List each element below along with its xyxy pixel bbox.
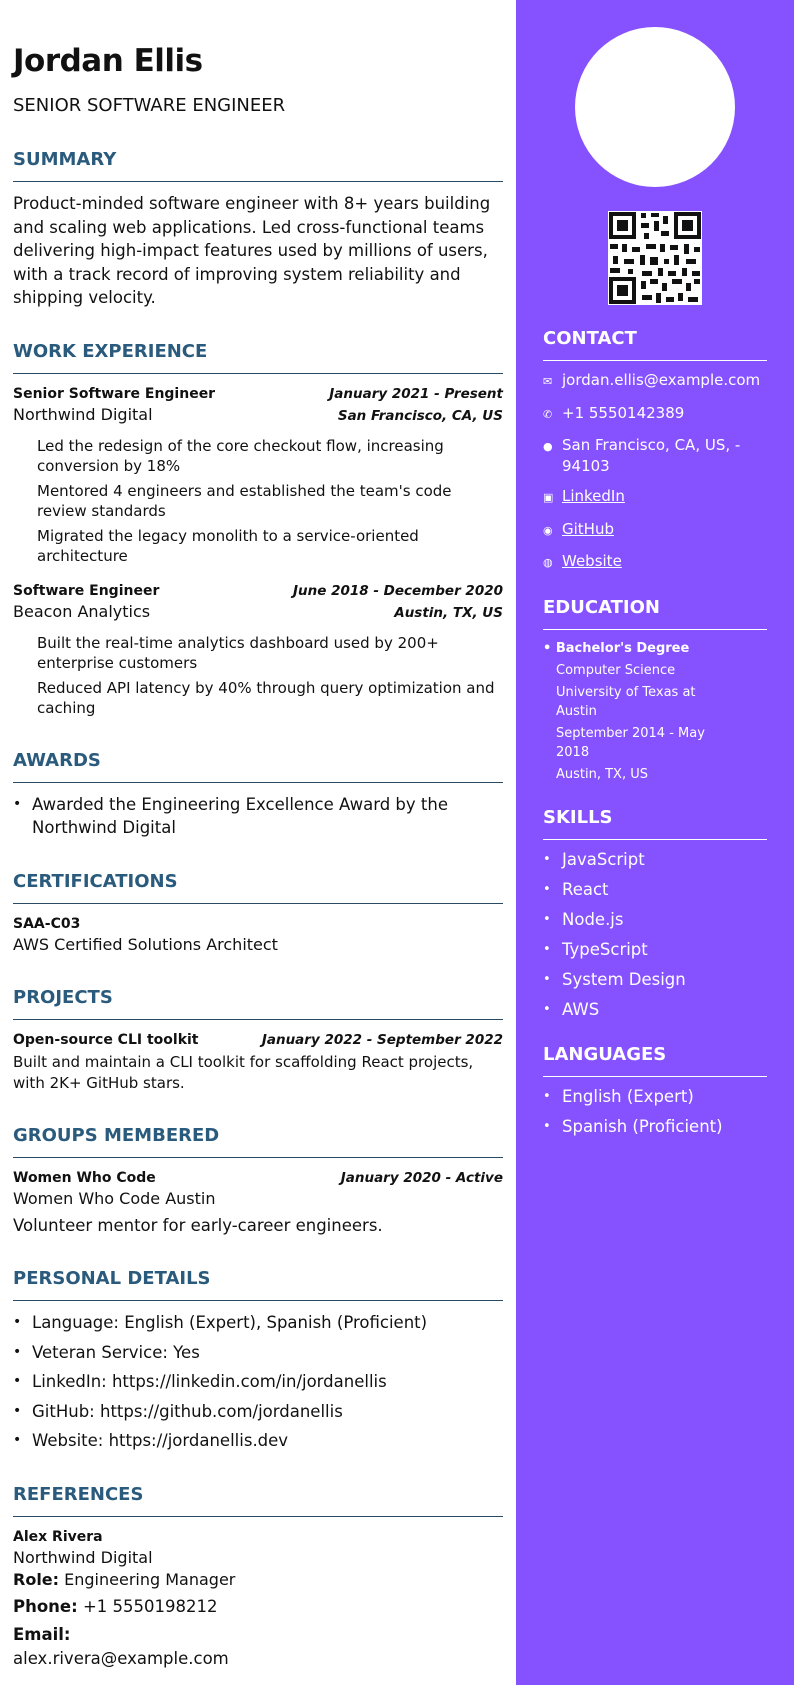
personal-detail: Language: English (Expert), Spanish (Proficient) bbox=[32, 1313, 428, 1332]
reference-name: Alex Rivera bbox=[13, 1528, 103, 1545]
qr-code-icon bbox=[608, 211, 702, 305]
contact-linkedin[interactable] bbox=[543, 486, 767, 509]
skill-item bbox=[543, 909, 767, 931]
email-value: alex.rivera@example.com bbox=[13, 1648, 229, 1668]
contact-section bbox=[543, 327, 767, 574]
skill-text: TypeScript bbox=[562, 939, 648, 959]
list-item bbox=[13, 1341, 503, 1365]
language-item bbox=[543, 1116, 767, 1138]
envelope-icon: ✉ bbox=[543, 375, 553, 388]
reference-role bbox=[13, 1569, 503, 1591]
section-heading: AWARDS bbox=[13, 749, 503, 783]
project-name: Open-source CLI toolkit bbox=[13, 1031, 199, 1048]
role-value: Engineering Manager bbox=[64, 1569, 236, 1589]
job-bullet: Migrated the legacy monolith to a service-oriented architecture bbox=[37, 526, 419, 565]
bullet-icon: • bbox=[13, 1432, 22, 1448]
skill-text: JavaScript bbox=[562, 849, 645, 869]
address-text: San Francisco, CA, US, - 94103 bbox=[562, 436, 741, 475]
phone-label: Phone: bbox=[13, 1596, 78, 1616]
website-link[interactable]: Website bbox=[562, 552, 622, 570]
group-name: Women Who Code bbox=[13, 1169, 156, 1186]
degree-text: Bachelor's Degree bbox=[555, 640, 690, 656]
certification-name: AWS Certified Solutions Architect bbox=[13, 934, 278, 954]
education-dates: September 2014 - May 2018 bbox=[556, 725, 705, 760]
project-description: Built and maintain a CLI toolkit for scaffolding React projects, with 2K+ GitHub stars. bbox=[13, 1052, 474, 1092]
linkedin-icon: ▣ bbox=[543, 491, 554, 504]
languages-section bbox=[543, 1043, 767, 1138]
contact-github[interactable] bbox=[543, 519, 767, 542]
list-item bbox=[13, 793, 503, 840]
awards-section bbox=[13, 749, 503, 840]
bullet-icon: • bbox=[13, 795, 22, 812]
education-location: Austin, TX, US bbox=[556, 766, 648, 782]
skill-text: AWS bbox=[562, 999, 600, 1019]
section-heading: PERSONAL DETAILS bbox=[13, 1267, 503, 1301]
list-item bbox=[13, 1370, 503, 1394]
phone-text: +1 5550142389 bbox=[562, 403, 685, 422]
github-link[interactable]: GitHub bbox=[562, 519, 614, 538]
section-heading: SUMMARY bbox=[13, 148, 503, 182]
section-heading: SKILLS bbox=[543, 806, 767, 840]
summary-section bbox=[13, 148, 503, 310]
job-title: Senior Software Engineer bbox=[13, 385, 216, 402]
candidate-title: SENIOR SOFTWARE ENGINEER bbox=[13, 95, 286, 116]
education-field: Computer Science bbox=[556, 662, 676, 678]
education-section bbox=[543, 596, 767, 784]
bullet-icon: • bbox=[543, 640, 556, 656]
bullet-icon: • bbox=[543, 1001, 551, 1017]
contact-phone[interactable] bbox=[543, 403, 767, 426]
linkedin-link[interactable]: LinkedIn bbox=[562, 487, 625, 505]
job-bullet: Mentored 4 engineers and established the team's code review standards bbox=[37, 481, 452, 520]
work-experience-section bbox=[13, 340, 503, 719]
job-entry bbox=[13, 581, 503, 719]
summary-text: Product-minded software engineer with 8+ years building and scaling web applications. Led cross-functional teams delivering high-impact features used by millions of users, with a track record of improving system reliability and shipping velocity. bbox=[13, 194, 491, 307]
job-company: Northwind Digital bbox=[13, 404, 153, 424]
profile-photo bbox=[575, 27, 735, 187]
skill-text: Node.js bbox=[562, 909, 624, 929]
projects-section bbox=[13, 986, 503, 1094]
skill-item bbox=[543, 999, 767, 1021]
group-chapter: Women Who Code Austin bbox=[13, 1188, 216, 1208]
job-location: San Francisco, CA, US bbox=[337, 407, 503, 424]
job-entry bbox=[13, 384, 503, 567]
bullet-icon: • bbox=[543, 881, 551, 897]
section-heading: WORK EXPERIENCE bbox=[13, 340, 503, 374]
location-pin-icon: ● bbox=[543, 440, 553, 453]
contact-address bbox=[543, 435, 767, 476]
bullet-icon: • bbox=[543, 1118, 551, 1134]
job-location: Austin, TX, US bbox=[394, 604, 503, 621]
sidebar bbox=[516, 0, 794, 1685]
bullet-icon: • bbox=[13, 1373, 22, 1389]
section-heading: CONTACT bbox=[543, 327, 767, 361]
globe-icon: ◍ bbox=[543, 556, 553, 569]
language-text: English (Expert) bbox=[562, 1086, 694, 1106]
phone-icon: ✆ bbox=[543, 407, 553, 421]
skill-text: React bbox=[562, 879, 609, 899]
certification-code: SAA-C03 bbox=[13, 915, 81, 932]
contact-email[interactable] bbox=[543, 370, 767, 393]
personal-detail: GitHub: https://github.com/jordanellis bbox=[32, 1401, 343, 1421]
bullet-icon: • bbox=[13, 1343, 22, 1360]
bullet-icon: • bbox=[543, 941, 551, 957]
list-item bbox=[13, 1311, 503, 1335]
job-dates: June 2018 - December 2020 bbox=[292, 582, 503, 599]
section-heading: EDUCATION bbox=[543, 596, 767, 630]
job-bullet: Reduced API latency by 40% through query optimization and caching bbox=[37, 678, 495, 717]
skill-text: System Design bbox=[562, 969, 686, 989]
reference-phone bbox=[13, 1595, 503, 1619]
section-heading: REFERENCES bbox=[13, 1483, 503, 1517]
education-degree bbox=[543, 639, 767, 658]
project-dates: January 2022 - September 2022 bbox=[261, 1031, 503, 1048]
email-label: Email: bbox=[13, 1624, 71, 1644]
bullet-icon: • bbox=[13, 1402, 22, 1419]
job-title: Software Engineer bbox=[13, 582, 160, 599]
skills-section bbox=[543, 806, 767, 1021]
list-item bbox=[13, 1400, 503, 1424]
skill-item bbox=[543, 879, 767, 901]
section-heading: LANGUAGES bbox=[543, 1043, 767, 1077]
skill-item bbox=[543, 849, 767, 871]
certifications-section bbox=[13, 870, 503, 956]
bullet-icon: • bbox=[543, 911, 551, 927]
section-heading: GROUPS MEMBERED bbox=[13, 1124, 503, 1158]
education-school: University of Texas at Austin bbox=[556, 684, 696, 719]
language-text: Spanish (Proficient) bbox=[562, 1116, 723, 1136]
email-text: jordan.ellis@example.com bbox=[562, 371, 761, 389]
references-section bbox=[13, 1483, 503, 1671]
job-company: Beacon Analytics bbox=[13, 601, 151, 621]
personal-detail: Website: https://jordanellis.dev bbox=[32, 1431, 289, 1450]
language-item bbox=[543, 1086, 767, 1108]
skill-item bbox=[543, 939, 767, 961]
group-dates: January 2020 - Active bbox=[340, 1169, 503, 1186]
award-text: Awarded the Engineering Excellence Award by the Northwind Digital bbox=[32, 794, 448, 837]
reference-email bbox=[13, 1623, 503, 1671]
job-bullet: Built the real-time analytics dashboard used by 200+ enterprise customers bbox=[37, 633, 439, 672]
job-bullet: Led the redesign of the core checkout flow, increasing conversion by 18% bbox=[37, 436, 444, 475]
personal-details-section bbox=[13, 1267, 503, 1453]
personal-detail: Veteran Service: Yes bbox=[32, 1342, 200, 1362]
skill-item bbox=[543, 969, 767, 991]
role-label: Role: bbox=[13, 1569, 60, 1589]
job-dates: January 2021 - Present bbox=[329, 385, 503, 402]
group-description: Volunteer mentor for early-career engineers. bbox=[13, 1215, 383, 1235]
reference-company: Northwind Digital bbox=[13, 1547, 153, 1567]
bullet-icon: • bbox=[543, 971, 551, 987]
candidate-name: Jordan Ellis bbox=[13, 43, 203, 79]
groups-section bbox=[13, 1124, 503, 1238]
list-item bbox=[13, 1429, 503, 1453]
github-icon: ◉ bbox=[543, 523, 553, 537]
section-heading: PROJECTS bbox=[13, 986, 503, 1020]
section-heading: CERTIFICATIONS bbox=[13, 870, 503, 904]
bullet-icon: • bbox=[543, 851, 551, 867]
phone-value: +1 5550198212 bbox=[82, 1596, 218, 1616]
contact-website[interactable] bbox=[543, 551, 767, 574]
personal-detail: LinkedIn: https://linkedin.com/in/jordanellis bbox=[32, 1372, 387, 1391]
bullet-icon: • bbox=[13, 1314, 22, 1330]
qr-code bbox=[608, 211, 702, 305]
bullet-icon: • bbox=[543, 1088, 551, 1104]
